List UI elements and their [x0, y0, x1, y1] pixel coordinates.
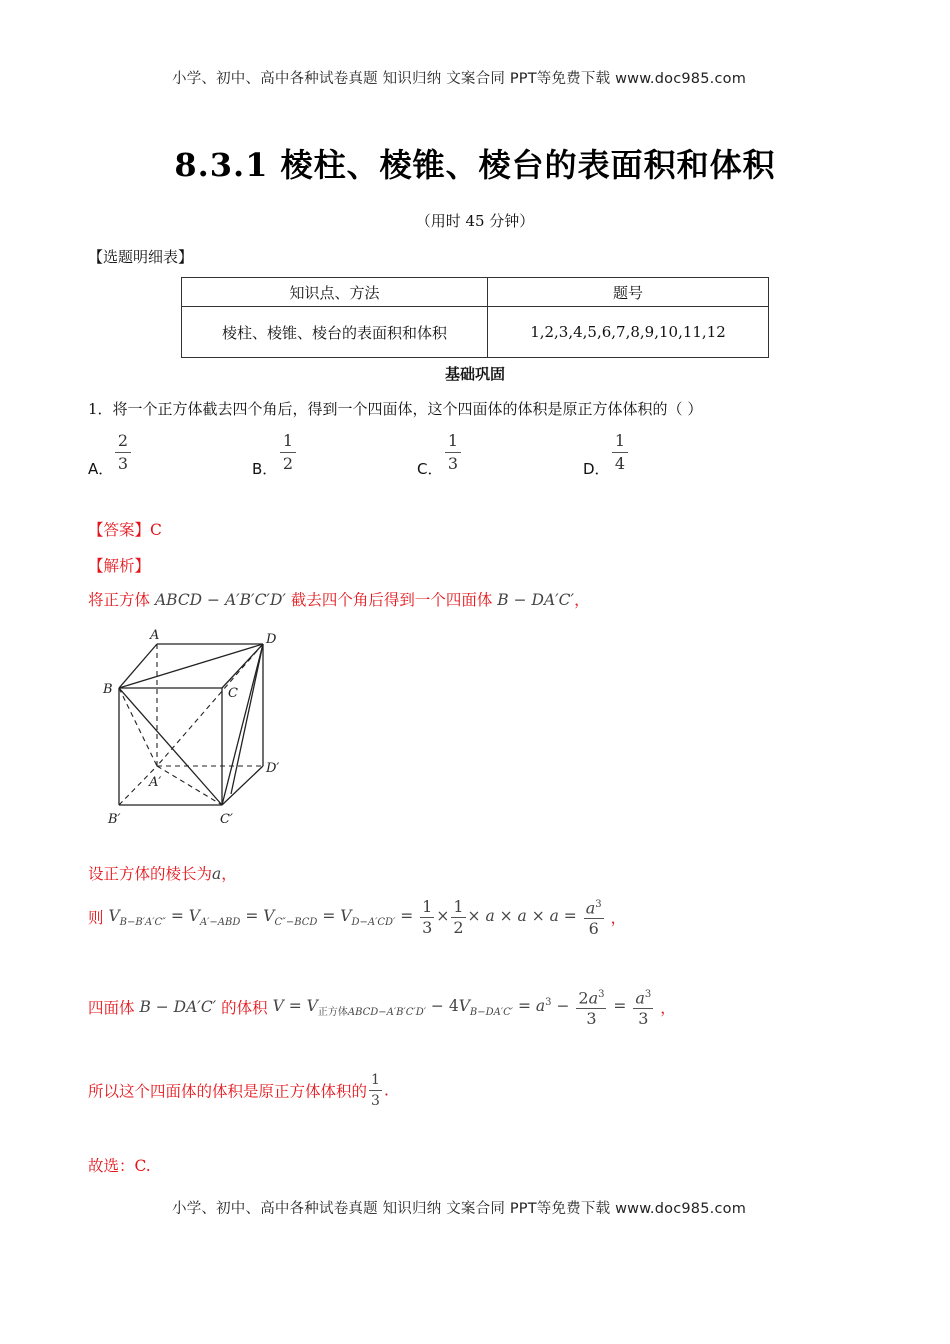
solution-line-2 [88, 862, 237, 884]
question-text: 将一个正方体截去四个角后，得到一个四面体，这个四面体的体积是原正方体体积的（ ） [112, 400, 703, 418]
cube-expression: ABCD − A′B′C′D′ [154, 591, 286, 609]
vertex-label-c-prime: C′ [220, 812, 233, 827]
table-cell-numbers: 1,2,3,4,5,6,7,8,9,10,11,12 [488, 307, 769, 358]
tetrahedron-volume-equation: $V = V_{正方体ABCD-A'B'C'D'} - 4V_{B-DA'C'} = a^3$ − $\frac{2a^3}{3}$ = $\frac{a^3}{3}$ [272, 988, 652, 1029]
vertex-label-b: B [103, 682, 113, 697]
option-a-num: 2 [117, 431, 129, 450]
answer: 【答案】C [88, 521, 162, 539]
vertex-label-d: D [266, 632, 277, 647]
option-c-fraction [445, 432, 461, 473]
vertex-label-b-prime: B′ [108, 812, 121, 827]
volume-equation: $V_{B-B'A'C''} = V_{A'-ABD} = V_{C''-BCD} = V_{D-A'CD'}$ = $\frac{1}{3}$ × $\frac{1}{2}$ × a × a × a = $\frac{a^3}{6}$ [108, 896, 602, 939]
vertex-label-c: C [228, 686, 238, 701]
option-d-fraction [612, 432, 628, 473]
page-title: 8.3.1 棱柱、棱锥、棱台的表面积和体积 [174, 146, 776, 184]
option-a-fraction [115, 432, 131, 473]
analysis-label: 【解析】 [88, 557, 151, 575]
option-b-fraction [280, 432, 296, 473]
solution-text: ， [610, 909, 627, 928]
option-b-num: 1 [282, 431, 294, 450]
tetrahedron-expression: B − DA′C′ [139, 998, 217, 1017]
result-fraction: $\frac{1}{3}$ [371, 1072, 380, 1109]
vertex-label-d-prime: D′ [266, 761, 280, 776]
option-a-den: 3 [117, 454, 129, 473]
solution-text: ， [221, 865, 237, 883]
solution-line-5 [88, 1070, 389, 1111]
solution-line-6: 故选：C. [88, 1157, 151, 1175]
solution-line-3 [88, 895, 626, 939]
cube-figure [100, 624, 300, 828]
solution-text: 设正方体的棱长为 [88, 865, 213, 883]
solution-text: 截去四个角后得到一个四面体 [290, 591, 493, 609]
header-banner: 小学、初中、高中各种试卷真题 知识归纳 文案合同 PPT等免费下载 www.doc985.com [172, 71, 747, 87]
solution-line-4 [88, 985, 676, 1029]
vertex-label-a: A [150, 628, 160, 643]
solution-text: ， [660, 999, 676, 1018]
option-b-label: B． [252, 460, 278, 478]
tetrahedron-expression: B − DA′C′ [497, 591, 575, 609]
time-limit: （用时 45 分钟） [415, 212, 535, 230]
option-c-den: 3 [447, 454, 459, 473]
question-detail-table [181, 277, 769, 358]
option-d-den: 4 [614, 454, 626, 473]
option-a-label: A． [88, 460, 114, 478]
solution-text: 所以这个四面体的体积是原正方体体积的 [88, 1082, 368, 1101]
footer-banner: 小学、初中、高中各种试卷真题 知识归纳 文案合同 PPT等免费下载 www.doc985.com [172, 1201, 747, 1217]
question-1 [88, 398, 702, 419]
question-number: 1． [88, 400, 113, 418]
edge-length-symbol: a [212, 865, 222, 883]
solution-line-1 [88, 588, 590, 610]
solution-text: 的体积 [221, 999, 268, 1018]
solution-text: 四面体 [88, 999, 135, 1018]
option-c-num: 1 [447, 431, 459, 450]
option-d-num: 1 [614, 431, 626, 450]
vertex-label-a-prime: A′ [149, 775, 162, 790]
option-c-label: C． [417, 460, 443, 478]
solution-text: ， [574, 591, 590, 609]
section-label: 【选题明细表】 [88, 248, 194, 266]
solution-text: 将正方体 [88, 591, 151, 609]
solution-text: . [383, 1081, 389, 1100]
solution-text: 则 [88, 909, 104, 928]
sub-heading: 基础巩固 [444, 365, 505, 383]
table-header-number: 题号 [488, 278, 769, 307]
option-b-den: 2 [282, 454, 294, 473]
table-header-topic: 知识点、方法 [182, 278, 488, 307]
option-d-label: D． [583, 460, 610, 478]
table-cell-topic: 棱柱、棱锥、棱台的表面积和体积 [182, 307, 488, 358]
